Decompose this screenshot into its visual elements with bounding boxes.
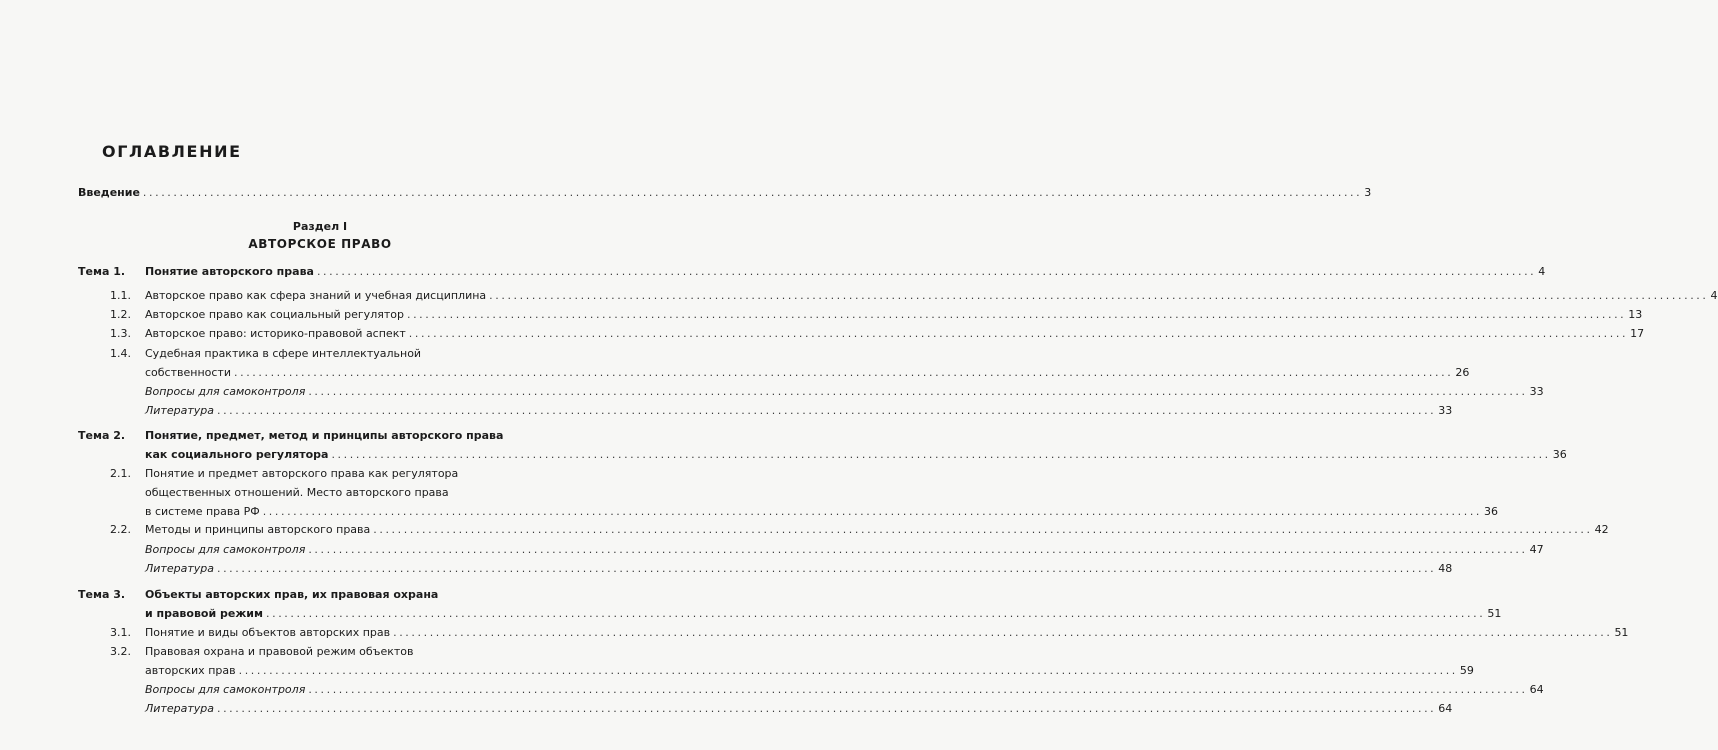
entry-page-number: 42 (1594, 523, 1609, 536)
entry-page-number: 26 (1455, 366, 1470, 379)
item-number: 3.2. (110, 645, 131, 658)
item-title: Литература (145, 562, 214, 575)
section-label: Раздел I (292, 220, 348, 233)
item-title: Литература (145, 404, 214, 417)
entry-page-number: 33 (1529, 385, 1544, 398)
entry-page-number: 4 (1710, 289, 1718, 302)
entry-page-number: 64 (1438, 702, 1453, 715)
topic-title-line: как социального регулятора (145, 448, 329, 461)
item-title: Понятие и виды объектов авторских прав (145, 626, 391, 639)
leader-dots: ........................................................................................................................................................................................................ (266, 607, 1486, 620)
entry-page-number: 59 (1459, 664, 1474, 677)
leader-dots: ........................................................................................................................................................................................................ (373, 523, 1593, 536)
leader-dots: ........................................................................................................................................................................................................ (216, 562, 1437, 575)
topic-number: Тема 2. (78, 429, 126, 442)
item-number: 1.2. (110, 308, 131, 321)
item-title-line: Понятие и предмет авторского права как регулятора (145, 467, 459, 480)
leader-dots: ........................................................................................................................................................................................................ (408, 327, 1629, 340)
entry-page-number: 3 (1364, 186, 1372, 199)
item-title: Авторское право как социальный регулятор (145, 308, 404, 321)
topic-title-line: Понятие, предмет, метод и принципы авторского права (145, 429, 504, 442)
item-number: 2.2. (110, 523, 131, 536)
item-title-line: Правовая охрана и правовой режим объектов (145, 645, 414, 658)
item-title: Вопросы для самоконтроля (145, 683, 306, 696)
topic-title-line: Объекты авторских прав, их правовая охрана (145, 588, 439, 601)
topic-number: Тема 3. (78, 588, 126, 601)
leader-dots: ........................................................................................................................................................................................................ (216, 404, 1437, 417)
item-title: Методы и принципы авторского права (145, 523, 371, 536)
leader-dots: ........................................................................................................................................................................................................ (316, 265, 1537, 278)
entry-page-number: 48 (1438, 562, 1453, 575)
item-title-line: Судебная практика в сфере интеллектуальной (145, 347, 422, 360)
item-title-line: общественных отношений. Место авторского права (145, 486, 449, 499)
leader-dots: ........................................................................................................................................................................................................ (308, 385, 1528, 398)
leader-dots: ........................................................................................................................................................................................................ (262, 505, 1483, 518)
leader-dots: ........................................................................................................................................................................................................ (308, 683, 1528, 696)
toc-title: ОГЛАВЛЕНИЕ (102, 142, 242, 161)
item-title: Авторское право как сфера знаний и учебная дисциплина (145, 289, 487, 302)
topic-title: Понятие авторского права (145, 265, 314, 278)
entry-page-number: 51 (1487, 607, 1502, 620)
leader-dots: ........................................................................................................................................................................................................ (406, 308, 1627, 321)
leader-dots: ........................................................................................................................................................................................................ (216, 702, 1437, 715)
entry-page-number: 33 (1438, 404, 1453, 417)
item-title: Вопросы для самоконтроля (145, 543, 306, 556)
item-number: 1.1. (110, 289, 131, 302)
entry-page-number: 13 (1628, 308, 1643, 321)
leader-dots: ........................................................................................................................................................................................................ (308, 543, 1528, 556)
leader-dots: ........................................................................................................................................................................................................ (142, 186, 1363, 199)
entry-title: Введение (78, 186, 140, 199)
item-title-line: в системе права РФ (145, 505, 260, 518)
leader-dots: ........................................................................................................................................................................................................ (393, 626, 1613, 639)
topic-number: Тема 1. (78, 265, 126, 278)
item-title: Вопросы для самоконтроля (145, 385, 306, 398)
item-number: 3.1. (110, 626, 131, 639)
entry-page-number: 64 (1529, 683, 1544, 696)
entry-page-number: 47 (1529, 543, 1544, 556)
item-number: 1.3. (110, 327, 131, 340)
entry-page-number: 51 (1614, 626, 1629, 639)
leader-dots: ........................................................................................................................................................................................................ (489, 289, 1709, 302)
item-title-line: авторских прав (145, 664, 236, 677)
item-number: 1.4. (110, 347, 131, 360)
leader-dots: ........................................................................................................................................................................................................ (234, 366, 1454, 379)
entry-page-number: 36 (1552, 448, 1567, 461)
section-title: АВТОРСКОЕ ПРАВО (248, 237, 392, 251)
item-number: 2.1. (110, 467, 131, 480)
leader-dots: ........................................................................................................................................................................................................ (238, 664, 1458, 677)
entry-page-number: 4 (1538, 265, 1546, 278)
item-title: Литература (145, 702, 214, 715)
entry-page-number: 36 (1484, 505, 1499, 518)
entry-page-number: 17 (1630, 327, 1645, 340)
item-title: Авторское право: историко-правовой аспект (145, 327, 406, 340)
topic-title-line: и правовой режим (145, 607, 263, 620)
leader-dots: ........................................................................................................................................................................................................ (331, 448, 1551, 461)
item-title-line: собственности (145, 366, 231, 379)
